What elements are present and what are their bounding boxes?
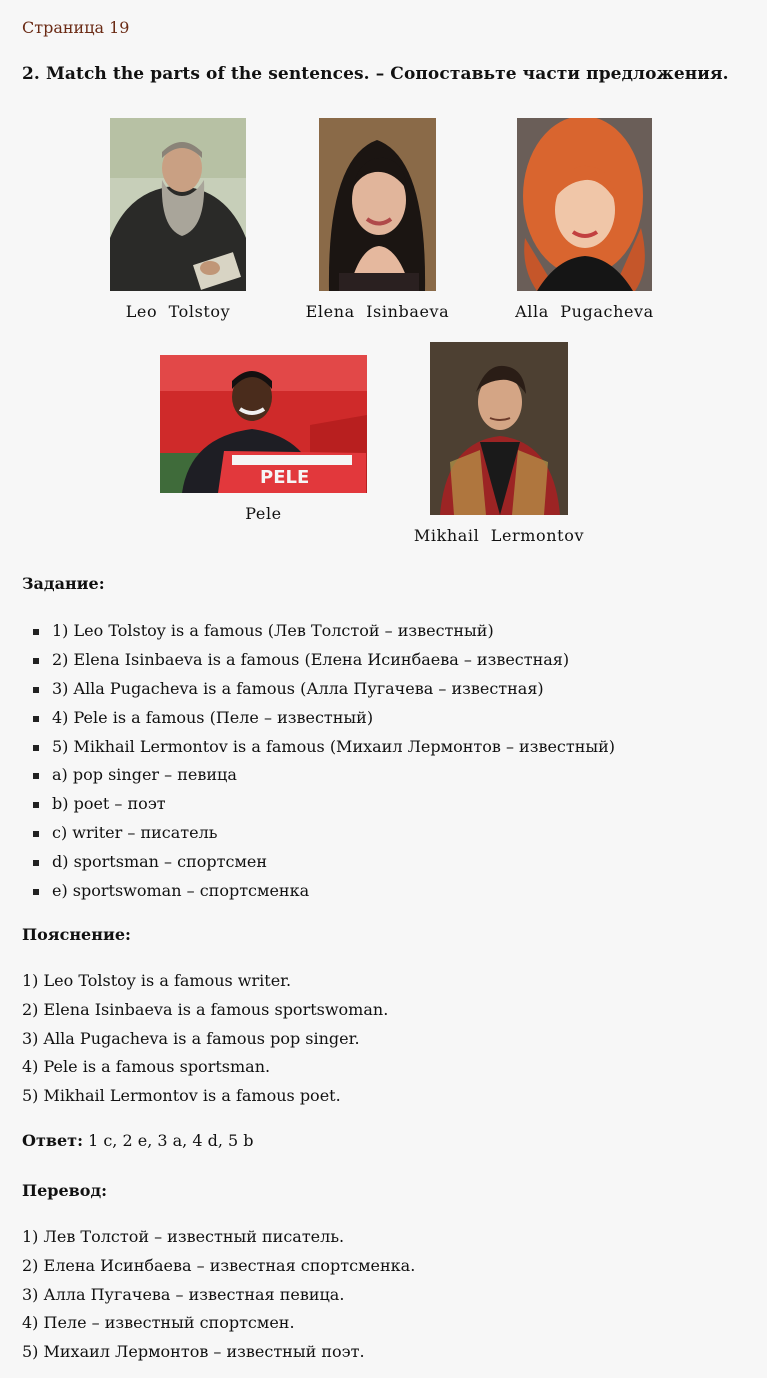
answer-line xyxy=(22,1131,254,1150)
answer-label: Ответ: xyxy=(22,1131,83,1150)
list-item: 1) Leo Tolstoy is a famous (Лев Толстой – известный) xyxy=(22,617,615,646)
list-item: 5) Mikhail Lermontov is a famous (Михаил Лермонтов – известный) xyxy=(22,733,615,762)
list-item: 2) Elena Isinbaeva is a famous (Елена Исинбаева – известная) xyxy=(22,646,615,675)
caption-pele: Pele xyxy=(245,504,282,523)
translation-line: 5) Михаил Лермонтов – известный поэт. xyxy=(22,1342,365,1362)
list-item: d) sportsman – спортсмен xyxy=(22,848,615,877)
caption-tolstoy: Leo Tolstoy xyxy=(125,302,231,321)
tolstoy-portrait xyxy=(110,118,246,291)
list-item: 4) Pele is a famous (Пеле – известный) xyxy=(22,704,615,733)
explanation-line: 3) Alla Pugacheva is a famous pop singer. xyxy=(22,1028,360,1048)
isinbaeva-portrait xyxy=(319,118,436,291)
explanation-line: 5) Mikhail Lermontov is a famous poet. xyxy=(22,1086,341,1106)
caption-lermontov: Mikhail Lermontov xyxy=(413,526,585,545)
translation-line: 1) Лев Толстой – известный писатель. xyxy=(22,1227,345,1246)
list-item: c) writer – писатель xyxy=(22,819,615,848)
translation-line: 2) Елена Исинбаева – известная спортсменка. xyxy=(22,1255,416,1275)
explanation-line: 2) Elena Isinbaeva is a famous sportswoman. xyxy=(22,999,389,1019)
explanation-lines xyxy=(22,967,388,1111)
task-heading: Задание: xyxy=(22,574,105,593)
list-item: b) poet – поэт xyxy=(22,790,615,819)
caption-isinbaeva: Elena Isinbaeva xyxy=(305,302,450,321)
pugacheva-portrait xyxy=(517,118,652,291)
list-item: e) sportswoman – спортсменка xyxy=(22,877,615,906)
translation-lines xyxy=(22,1223,415,1367)
task-list xyxy=(22,617,615,906)
translation-line: 4) Пеле – известный спортсмен. xyxy=(22,1313,295,1333)
list-item: a) pop singer – певица xyxy=(22,761,615,790)
translation-heading: Перевод: xyxy=(22,1181,108,1200)
pele-photo xyxy=(160,355,367,493)
list-item: 3) Alla Pugacheva is a famous (Алла Пугачева – известная) xyxy=(22,675,615,704)
explanation-heading: Пояснение: xyxy=(22,925,131,944)
explanation-line: 4) Pele is a famous sportsman. xyxy=(22,1057,271,1077)
lermontov-portrait xyxy=(430,342,568,515)
translation-line: 3) Алла Пугачева – известная певица. xyxy=(22,1284,345,1304)
task-title: 2. Match the parts of the sentences. – Сопоставьте части предложения. xyxy=(22,64,729,84)
page-label: Страница 19 xyxy=(22,18,130,37)
explanation-line: 1) Leo Tolstoy is a famous writer. xyxy=(22,971,292,990)
answer-value: 1 c, 2 e, 3 a, 4 d, 5 b xyxy=(88,1131,254,1150)
svg-text:PELE: PELE xyxy=(260,467,310,488)
caption-pugacheva: Alla Pugacheva xyxy=(515,302,654,321)
